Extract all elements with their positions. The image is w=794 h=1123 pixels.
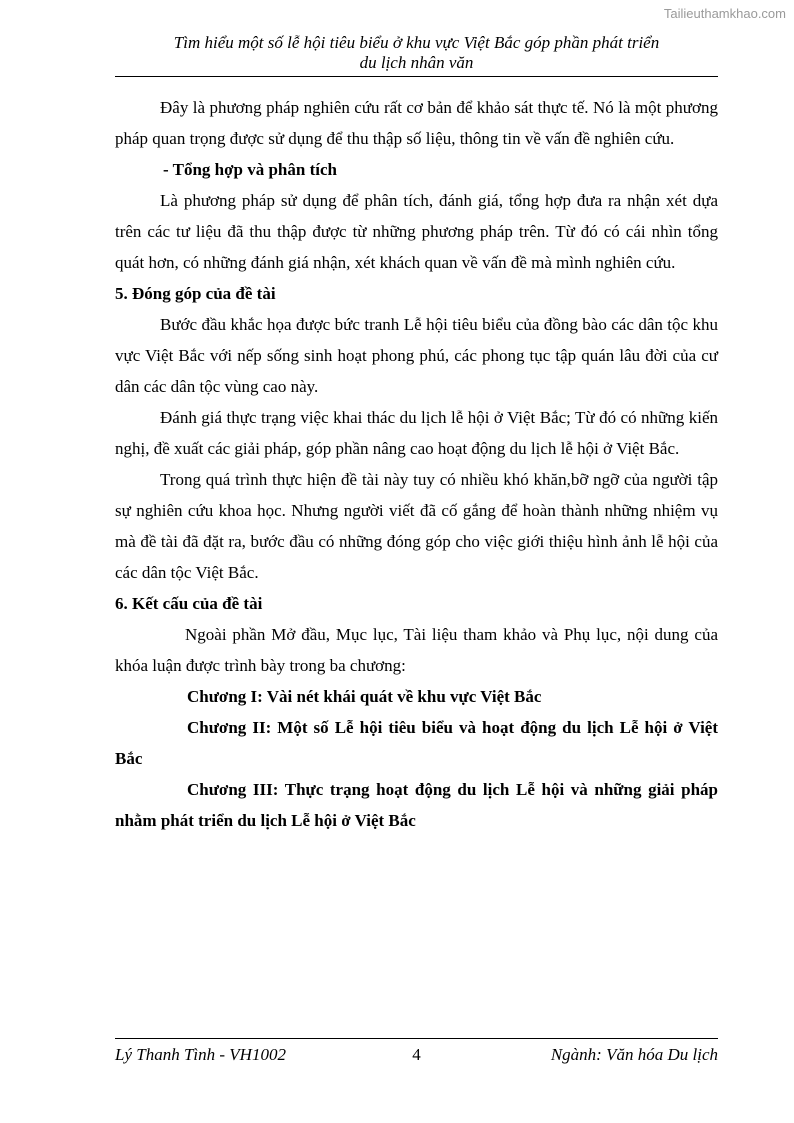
paragraph-method-survey: Đây là phương pháp nghiên cứu rất cơ bản để khảo sát thực tế. Nó là một phương pháp quan trọng được sử dụng để thu thập số liệu, thông tin về vấn đề nghiên cứu. <box>115 98 718 148</box>
paragraph-structure: Ngoài phần Mở đầu, Mục lục, Tài liệu tham khảo và Phụ lục, nội dung của khóa luận được trình bày trong ba chương: <box>115 625 718 675</box>
section-5-heading: 5. Đóng góp của đề tài <box>115 284 276 303</box>
document-body <box>115 92 718 836</box>
running-footer <box>115 1045 718 1069</box>
chapter-1-line: Chương I: Vài nét khái quát về khu vực Việt Bắc <box>187 687 542 706</box>
page-number: 4 <box>412 1045 421 1064</box>
header-divider <box>115 76 718 77</box>
header-line-2: du lịch nhân văn <box>359 53 474 72</box>
running-header <box>115 33 718 73</box>
paragraph-contribution-2: Đánh giá thực trạng việc khai thác du lịch lễ hội ở Việt Bắc; Từ đó có những kiến nghị, đề xuất các giải pháp, góp phần nâng cao hoạt động du lịch lễ hội ở Việt Bắc. <box>115 408 718 458</box>
footer-major: Ngành: Văn hóa Du lịch <box>550 1045 718 1064</box>
header-line-1: Tìm hiểu một số lễ hội tiêu biểu ở khu vực Việt Bắc góp phần phát triển <box>173 33 660 52</box>
footer-divider <box>115 1038 718 1039</box>
chapter-2-line: Chương II: Một số Lễ hội tiêu biểu và hoạt động du lịch Lễ hội ở Việt Bắc <box>115 718 718 768</box>
watermark: Tailieuthamkhao.com <box>663 6 786 21</box>
footer-author: Lý Thanh Tình - VH1002 <box>115 1045 286 1064</box>
bullet-synthesis-analysis: - Tổng hợp và phân tích <box>163 160 337 179</box>
paragraph-contribution-1: Bước đầu khắc họa được bức tranh Lễ hội tiêu biểu của đồng bào các dân tộc khu vực Việt Bắc với nếp sống sinh hoạt phong phú, các phong tục tập quán lâu đời của cư dân các dân tộc vùng cao này. <box>115 315 718 396</box>
paragraph-contribution-3: Trong quá trình thực hiện đề tài này tuy có nhiều khó khăn,bỡ ngỡ của người tập sự nghiên cứu khoa học. Nhưng người viết đã cố gắng để hoàn thành những nhiệm vụ mà đề tài đã đặt ra, bước đầu có những đóng góp cho việc giới thiệu hình ảnh lễ hội của các dân tộc Việt Bắc. <box>115 470 718 582</box>
chapter-3-line: Chương III: Thực trạng hoạt động du lịch Lễ hội và những giải pháp nhằm phát triển du lịch Lễ hội ở Việt Bắc <box>115 780 718 830</box>
paragraph-synthesis: Là phương pháp sử dụng để phân tích, đánh giá, tổng hợp đưa ra nhận xét dựa trên các tư liệu đã thu thập được từ những phương pháp trên. Từ đó có cái nhìn tổng quát hơn, có những đánh giá nhận, xét khách quan về vấn đề mà mình nghiên cứu. <box>115 191 718 272</box>
section-6-heading: 6. Kết cấu của đề tài <box>115 594 263 613</box>
